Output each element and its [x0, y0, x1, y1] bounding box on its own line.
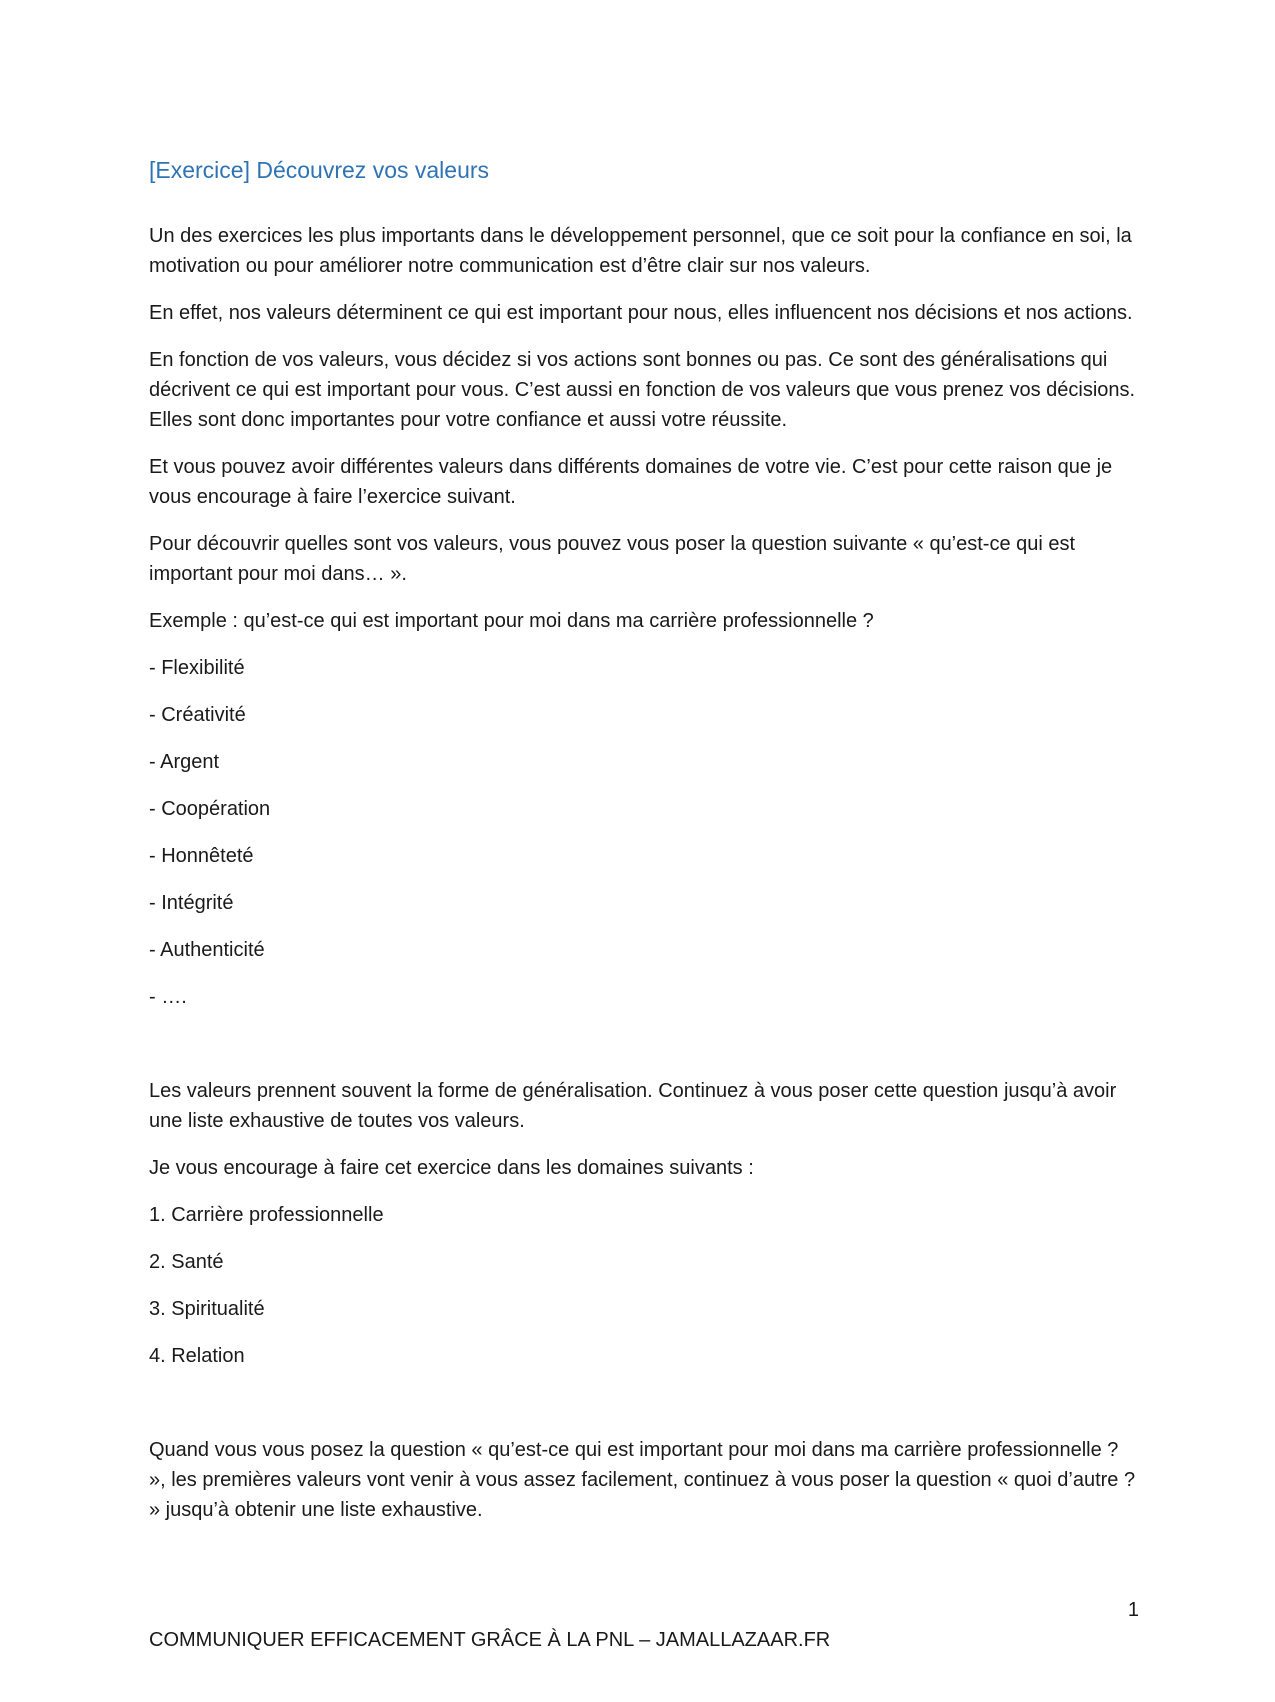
page-title: [Exercice] Découvrez vos valeurs	[149, 157, 490, 183]
document-page	[149, 0, 1139, 1702]
list-item: - Créativité	[149, 704, 246, 726]
page-number: 1	[1127, 1599, 1139, 1621]
list-item: - Argent	[149, 751, 220, 773]
page-footer: COMMUNIQUER EFFICACEMENT GRÂCE À LA PNL – JAMALLAZAAR.FR	[149, 1629, 831, 1651]
list-item: - Honnêteté	[149, 845, 254, 867]
paragraph-domains-intro: Je vous encourage à faire cet exercice dans les domaines suivants :	[149, 1157, 754, 1179]
paragraph-intro-2: En effet, nos valeurs déterminent ce qui est important pour nous, elles influencent nos décisions et nos actions.	[149, 302, 1133, 324]
list-item: - Intégrité	[149, 892, 234, 914]
paragraph-final: Quand vous vous posez la question « qu’est-ce qui est important pour moi dans ma carrière professionnelle ? », les premières valeurs vont venir à vous assez facilement, continuez à vous poser la question « quoi d’autre ? » jusqu’à obtenir une liste exhaustive.	[149, 1439, 1136, 1521]
paragraph-example: Exemple : qu’est-ce qui est important pour moi dans ma carrière professionnelle ?	[149, 610, 874, 632]
list-item: 1. Carrière professionnelle	[149, 1204, 384, 1226]
blank-line	[149, 1029, 1139, 1076]
list-item: - Coopération	[149, 798, 271, 820]
paragraph-intro-4: Et vous pouvez avoir différentes valeurs dans différents domaines de votre vie. C’est pour cette raison que je vous encourage à faire l’exercice suivant.	[149, 456, 1113, 508]
blank-line	[149, 1388, 1139, 1435]
list-item: 3. Spiritualité	[149, 1298, 265, 1320]
domains-list	[149, 1200, 1139, 1371]
paragraph-intro-3: En fonction de vos valeurs, vous décidez si vos actions sont bonnes ou pas. Ce sont des généralisations qui décrivent ce qui est important pour vous. C’est aussi en fonction de vos valeurs que vous prenez vos décisions. Elles sont donc importantes pour votre confiance et aussi votre réussite.	[149, 349, 1136, 431]
paragraph-generalisation: Les valeurs prennent souvent la forme de généralisation. Continuez à vous poser cette question jusqu’à avoir une liste exhaustive de toutes vos valeurs.	[149, 1080, 1117, 1132]
document-body	[149, 221, 1139, 1542]
paragraph-intro-5: Pour découvrir quelles sont vos valeurs, vous pouvez vous poser la question suivante « qu’est-ce qui est important pour moi dans… ».	[149, 533, 1076, 585]
paragraph-intro-1: Un des exercices les plus importants dans le développement personnel, que ce soit pour la confiance en soi, la motivation ou pour améliorer notre communication est d’être clair sur nos valeurs.	[149, 225, 1132, 277]
list-item: - Flexibilité	[149, 657, 245, 679]
list-item: 4. Relation	[149, 1345, 245, 1367]
values-list	[149, 653, 1139, 1012]
list-item: - Authenticité	[149, 939, 265, 961]
list-item: 2. Santé	[149, 1251, 224, 1273]
list-item: - ….	[149, 986, 187, 1008]
